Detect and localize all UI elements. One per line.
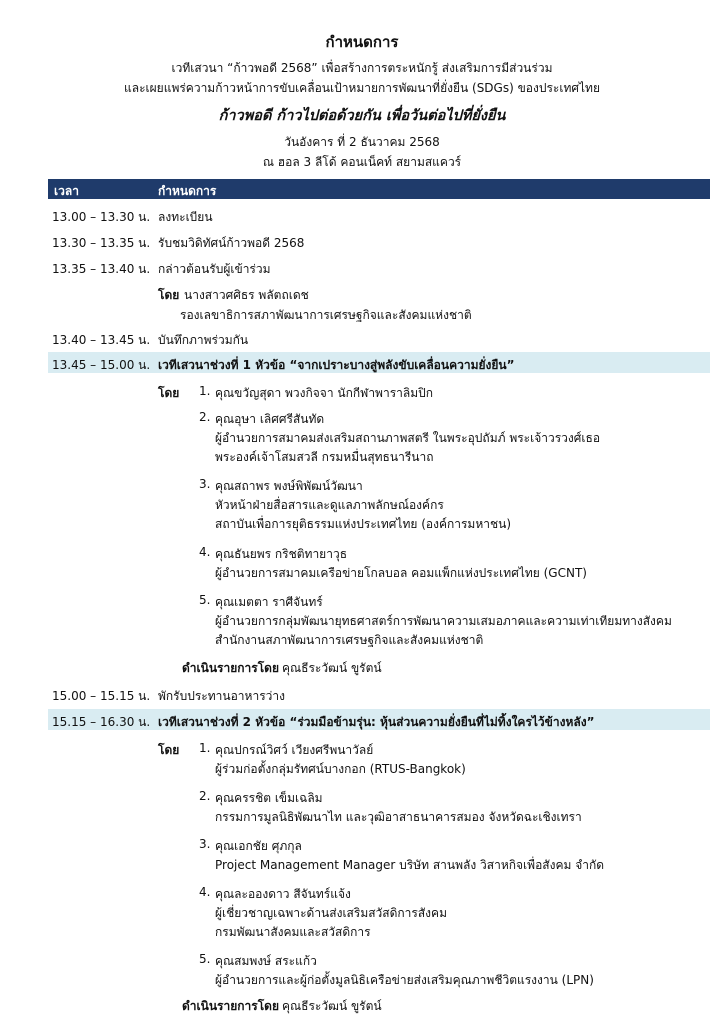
speaker-role: Project Management Manager บริษัท สานพลัง วิสาหกิจเพื่อสังคม จำกัด [215,858,605,872]
row-time: 13.30 – 13.35 น. [52,236,151,250]
page-title: กำหนดการ [325,33,399,51]
schedule-row [48,204,710,225]
speaker-role: ผู้อำนวยการสมาคมเครือข่ายโกลบอล คอมแพ็กแห่งประเทศไทย (GCNT) [215,566,587,580]
welcome-by-label: โดย [158,288,180,302]
welcome-by-role: รองเลขาธิการสภาพัฒนาการเศรษฐกิจและสังคมแห่งชาติ [180,308,472,322]
table-header [48,179,710,199]
event-line-2: และเผยแพร่ความก้าวหน้าการขับเคลื่อนเป้าหมายการพัฒนาที่ยั่งยืน (SDGs) ของประเทศไทย [124,81,600,95]
schedule-row [48,327,710,348]
col-time-header: เวลา [54,184,79,198]
speaker-role: สำนักงานสภาพัฒนาการเศรษฐกิจและสังคมแห่งชาติ [215,633,484,647]
speaker-number: 4. [199,885,211,899]
row-time: 13.40 – 13.45 น. [52,333,151,347]
row-time: 13.45 – 15.00 น. [52,358,151,372]
row-item: บันทึกภาพร่วมกัน [158,333,249,347]
row-time: 13.00 – 13.30 น. [52,210,151,224]
speaker-role: ผู้ร่วมก่อตั้งกลุ่มรัทศน์บางกอก (RTUS-Bangkok) [215,762,466,776]
speaker-role: หัวหน้าฝ่ายสื่อสารและดูแลภาพลักษณ์องค์กร [215,498,444,512]
speaker-role: ผู้เชี่ยวชาญเฉพาะด้านส่งเสริมสวัสดิการสังคม [215,906,447,920]
speaker-number: 5. [199,593,211,607]
speaker-role: ผู้อำนวยการและผู้ก่อตั้งมูลนิธิเครือข่ายส่งเสริมคุณภาพชีวิตแรงงาน (LPN) [215,973,594,987]
speakers-by-label: โดย [158,386,180,400]
speaker-role: พระองค์เจ้าโสมสวลี กรมหมื่นสุทธนารีนาถ [215,450,434,464]
event-venue: ณ ฮอล 3 ลีโด้ คอนเน็คท์ สยามสแควร์ [262,155,462,169]
speaker-name: คุณอุษา เลิศศรีสันทัด [215,412,325,426]
event-line-1: เวทีเสวนา “ก้าวพอดี 2568” เพื่อสร้างการตระหนักรู้ ส่งเสริมการมีส่วนร่วม [171,61,553,75]
moderator-name: คุณธีระวัฒน์ ขูรัตน์ [282,999,382,1013]
session-title: เวทีเสวนาช่วงที่ 1 หัวข้อ “จากเปราะบางสู่พลังขับเคลื่อนความยั่งยืน” [158,358,515,372]
session-2-row [48,709,710,730]
col-agenda-header: กำหนดการ [158,184,217,198]
row-item: ลงทะเบียน [158,210,213,224]
event-date: วันอังคาร ที่ 2 ธันวาคม 2568 [284,135,440,149]
speaker-role: ผู้อำนวยการกลุ่มพัฒนายุทธศาสตร์การพัฒนาความเสมอภาคและความเท่าเทียมทางสังคม [215,614,672,628]
speaker-number: 1. [199,741,211,755]
row-time: 15.00 – 15.15 น. [52,689,151,703]
speaker-name: คุณครรชิต เข็มเฉลิม [215,791,323,805]
speaker-number: 3. [199,477,211,491]
speaker-role: กรมพัฒนาสังคมและสวัสดิการ [215,925,371,939]
schedule-row [48,683,710,704]
speaker-name: คุณสมพงษ์ สระแก้ว [215,954,317,968]
speaker-name: คุณธันยพร กริชติทายาวุธ [215,547,348,561]
row-item: พักรับประทานอาหารว่าง [158,689,285,703]
speaker-number: 3. [199,837,211,851]
speaker-number: 4. [199,545,211,559]
welcome-by-name: นางสาวศศิธร พลัตถเดช [184,288,309,302]
speaker-role: กรรมการมูลนิธิพัฒนาไท และวุฒิอาสาธนาคารสมอง จังหวัดฉะเชิงเทรา [215,810,582,824]
moderator-label: ดำเนินรายการโดย [182,661,279,675]
speaker-number: 2. [199,789,211,803]
schedule-row [48,256,710,277]
speakers-by-label: โดย [158,743,180,757]
speaker-role: ผู้อำนวยการสมาคมส่งเสริมสถานภาพสตรี ในพระอุปถัมภ์ พระเจ้าวรวงศ์เธอ [215,431,601,445]
speaker-name: คุณละอองดาว สีจันทร์แจ้ง [215,887,351,901]
speaker-name: คุณปกรณ์วิศว์ เวียงศรีพนาวัลย์ [215,743,374,757]
session-title: เวทีเสวนาช่วงที่ 2 หัวข้อ “ร่วมมือข้ามรุ่น: หุ้นส่วนความยั่งยืนที่ไม่ทิ้งใครไว้ข้างหลัง” [158,715,595,729]
speaker-number: 1. [199,384,211,398]
moderator-name: คุณธีระวัฒน์ ขูรัตน์ [282,661,382,675]
row-item: กล่าวต้อนรับผู้เข้าร่วม [158,262,271,276]
event-theme: ก้าวพอดี ก้าวไปต่อด้วยกัน เพื่อวันต่อไปที่ยั่งยืน [218,108,506,124]
row-time: 15.15 – 16.30 น. [52,715,151,729]
speaker-role: สถาบันเพื่อการยุติธรรมแห่งประเทศไทย (องค์การมหาชน) [215,517,512,531]
speaker-name: คุณเอกชัย ศุภกุล [215,839,302,853]
speaker-number: 5. [199,952,211,966]
speaker-number: 2. [199,410,211,424]
schedule-row [48,230,710,251]
row-item: รับชมวิดิทัศน์ก้าวพอดี 2568 [158,236,305,250]
session-1-row [48,352,710,373]
speaker-name: คุณขวัญสุดา พวงกิจจา นักกีฬาพาราลิมปิก [215,386,434,400]
speaker-name: คุณสถาพร พงษ์พิพัฒน์วัฒนา [215,479,363,493]
row-time: 13.35 – 13.40 น. [52,262,151,276]
moderator-label: ดำเนินรายการโดย [182,999,279,1013]
speaker-name: คุณเมตตา ราศีจันทร์ [215,595,323,609]
